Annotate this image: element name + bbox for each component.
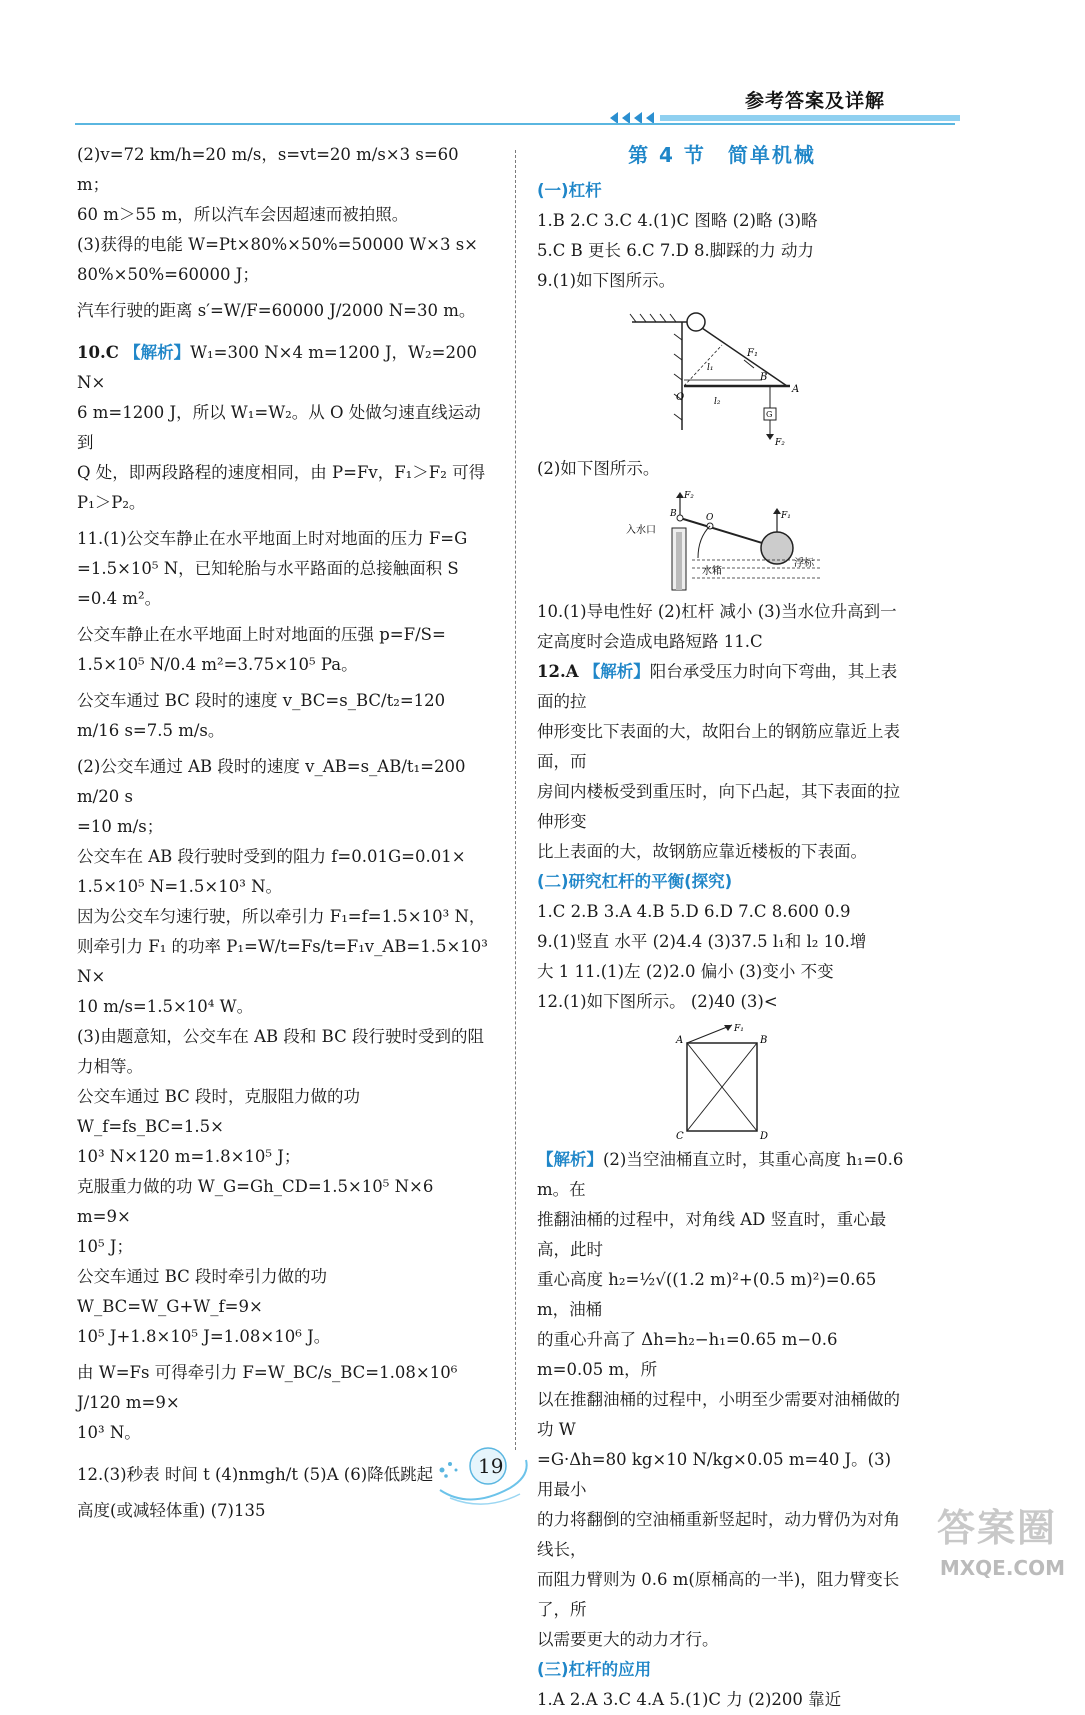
watermark-cjk: 答案圈 (936, 1506, 1057, 1550)
fig3-label: B (760, 1035, 768, 1046)
fig3-label: D (760, 1131, 769, 1141)
answer-line: 10⁵ J+1.8×10⁵ J=1.08×10⁶ J。 (77, 1327, 331, 1346)
answer-line: 11.(1)公交车静止在水平地面上时对地面的压力 F=G (77, 529, 468, 548)
answer-line: (3)获得的电能 W=Pt×80%×50%=50000 W×3 s× (77, 235, 479, 254)
answer-line: 60 m＞55 m，所以汽车会因超速而被拍照。 (77, 205, 409, 224)
q10-number: 10.C (77, 343, 119, 362)
answer-line: 公交车通过 BC 段时，克服阻力做的功 W_f=fs_BC=1.5× (77, 1087, 361, 1136)
page-number: 19 (478, 1454, 504, 1478)
answer-line: (2)如下图所示。 (537, 459, 660, 478)
answer-line: 10³ N。 (77, 1423, 141, 1442)
left-column (77, 140, 492, 1526)
answer-line: 力相等。 (77, 1057, 143, 1076)
answer-line: =G·Δh=80 kg×10 N/kg×0.05 m=40 J。(3)用最小 (537, 1450, 892, 1499)
answer-line: 公交车静止在水平地面上时对地面的压强 p=F/S= (77, 625, 446, 644)
answer-line: 12.(1)如下图所示。 (2)40 (3)< (537, 992, 778, 1011)
answer-line: P₁＞P₂。 (77, 493, 146, 512)
answer-line: 因为公交车匀速行驶，所以牵引力 F₁=f=1.5×10³ N， (77, 907, 486, 926)
fig3-label: A (676, 1035, 684, 1046)
subsection-title: (二)研究杠杆的平衡(探究) (537, 872, 733, 891)
answer-line: 推翻油桶的过程中，对角线 AD 竖直时，重心最高，此时 (537, 1210, 887, 1259)
answer-line: 汽车行驶的距离 s′=W/F=60000 J/2000 N=30 m。 (77, 301, 476, 320)
float-valve-figure (612, 488, 832, 593)
answer-line: 1.5×10⁵ N/0.4 m²=3.75×10⁵ Pa。 (77, 655, 358, 674)
fig1-label: G (766, 410, 773, 419)
answer-line: 12.(3)秒表 时间 t (4)nmgh/t (5)A (6)降低跳起 (77, 1465, 434, 1484)
answer-line: 10.(1)导电性好 (2)杠杆 减小 (3)当水位升高到一 (537, 602, 897, 621)
analysis-tag: 【解析】 (537, 1150, 603, 1169)
answer-line: 以需要更大的动力才行。 (537, 1630, 719, 1649)
answer-line: 10³ N×120 m=1.8×10⁵ J； (77, 1147, 301, 1166)
q10-line (77, 338, 492, 398)
subsection-title: (三)杠杆的应用 (537, 1660, 652, 1679)
answer-line: 比上表面的大，故钢筋应靠近楼板的下表面。 (537, 842, 867, 861)
fig2-label: 浮标 (794, 558, 814, 569)
column-divider (515, 150, 516, 1450)
lever-pulley-figure (622, 300, 822, 450)
answer-line: (3)由题意知，公交车在 AB 段和 BC 段行驶时受到的阻 (77, 1027, 484, 1046)
answer-line: 克服重力做的功 W_G=Gh_CD=1.5×10⁵ N×6 m=9× (77, 1177, 434, 1226)
section-title: 第 4 节 简单机械 (628, 143, 816, 167)
answer-line: 5.C B 更长 6.C 7.D 8.脚踩的力 动力 (537, 241, 815, 260)
answer-line: 高度(或减轻体重) (7)135 (77, 1501, 266, 1520)
analysis-tag: 【解析】 (583, 662, 650, 681)
answer-line: 6 m=1200 J，所以 W₁=W₂。从 O 处做匀速直线运动到 (77, 403, 481, 452)
answer-line: 1.C 2.B 3.A 4.B 5.D 6.D 7.C 8.600 0.9 (537, 902, 851, 921)
fig2-label: 入水口 (626, 525, 656, 536)
answer-line: 1.5×10⁵ N=1.5×10³ N。 (77, 877, 283, 896)
answer-line: 的力将翻倒的空油桶重新竖起时，动力臂仍为对角线长， (537, 1510, 900, 1559)
header-title: 参考答案及详解 (744, 90, 885, 112)
answer-line: 9.(1)竖直 水平 (2)4.4 (3)37.5 l₁和 l₂ 10.增 (537, 932, 867, 951)
fig2-label: O (706, 513, 714, 523)
answer-line: Q 处，即两段路程的速度相同，由 P=Fv，F₁＞F₂ 可得 (77, 463, 486, 482)
answer-line: 定高度时会造成电路短路 11.C (537, 632, 763, 651)
answer-line: 10⁵ J； (77, 1237, 133, 1256)
watermark-url: MXQE.COM (939, 1556, 1065, 1580)
answer-line: 80%×50%=60000 J； (77, 265, 259, 284)
answer-line: 房间内楼板受到重压时，向下凸起，其下表面的拉伸形变 (537, 782, 900, 831)
answer-line: =1.5×10⁵ N，已知轮胎与水平路面的总接触面积 S (77, 559, 459, 578)
answer-line: 1.B 2.C 3.C 4.(1)C 图略 (2)略 (3)略 (537, 211, 818, 230)
right-column (537, 140, 907, 1715)
answer-line: (2)v=72 km/h=20 m/s，s=vt=20 m/s×3 s=60 m； (77, 145, 459, 194)
q12-number: 12.A (537, 662, 579, 681)
barrel-diagram-figure (662, 1021, 782, 1141)
fig3-label: C (676, 1131, 684, 1141)
subsection-title: (一)杠杆 (537, 181, 602, 200)
fig1-label: B (760, 372, 768, 383)
answer-line: 伸形变比下表面的大，故阳台上的钢筋应靠近上表面，而 (537, 722, 900, 771)
answer-line: 10 m/s=1.5×10⁴ W。 (77, 997, 254, 1016)
analysis-text: (2)当空油桶直立时，其重心高度 h₁=0.6 m。在 (537, 1150, 904, 1199)
fig2-label: F₂ (684, 491, 694, 501)
fig2-label: F₁ (781, 511, 791, 521)
answer-line: 则牵引力 F₁ 的功率 P₁=W/t=Fs/t=F₁v_AB=1.5×10³ N× (77, 937, 488, 986)
answer-line: 重心高度 h₂=½√((1.2 m)²+(0.5 m)²)=0.65 m，油桶 (537, 1270, 877, 1319)
fig2-label: 水箱 (702, 566, 722, 577)
fig1-label: F₁ (747, 348, 758, 359)
analysis-tag: 【解析】 (124, 343, 191, 362)
answer-line: 以在推翻油桶的过程中，小明至少需要对油桶做的功 W (537, 1390, 900, 1439)
fig3-label: F₁ (734, 1024, 744, 1034)
fig1-label: A (792, 384, 800, 395)
answer-line: 1.A 2.A 3.C 4.A 5.(1)C 力 (2)200 靠近 (537, 1690, 842, 1709)
q12-text: 阳台承受压力时向下弯曲，其上表面的拉 (537, 662, 898, 711)
answer-line: 的重心升高了 Δh=h₂−h₁=0.65 m−0.6 m=0.05 m，所 (537, 1330, 838, 1379)
answer-line: 而阻力臂则为 0.6 m(原桶高的一半)，阻力臂变长了，所 (537, 1570, 900, 1619)
analysis-line (537, 1145, 907, 1205)
answer-line: 公交车通过 BC 段时牵引力做的功 W_BC=W_G+W_f=9× (77, 1267, 328, 1316)
answer-line: 公交车通过 BC 段时的速度 v_BC=s_BC/t₂=120 m/16 s=7.5 m/s。 (77, 691, 446, 740)
fig2-label: B (670, 509, 677, 519)
answer-line-12 (537, 657, 907, 717)
answer-line: 9.(1)如下图所示。 (537, 271, 676, 290)
answer-line: 大 1 11.(1)左 (2)2.0 偏小 (3)变小 不变 (537, 962, 834, 981)
answer-line: 由 W=Fs 可得牵引力 F=W_BC/s_BC=1.08×10⁶ J/120 m=9× (77, 1363, 458, 1412)
page-number-ornament (430, 1440, 540, 1510)
header-rule (75, 123, 955, 125)
answer-line: 公交车在 AB 段行驶时受到的阻力 f=0.01G=0.01× (77, 847, 466, 866)
answer-line: =10 m/s； (77, 817, 164, 836)
fig1-label: l₁ (707, 363, 714, 373)
answer-line: (2)公交车通过 AB 段时的速度 v_AB=s_AB/t₁=200 m/20 s (77, 757, 466, 806)
answer-line: =0.4 m²。 (77, 589, 162, 608)
fig1-label: O (676, 392, 685, 403)
fig1-label: F₂ (775, 438, 785, 448)
fig1-label: l₂ (714, 397, 721, 407)
q10-text: W₁=300 N×4 m=1200 J，W₂=200 N× (77, 343, 477, 392)
